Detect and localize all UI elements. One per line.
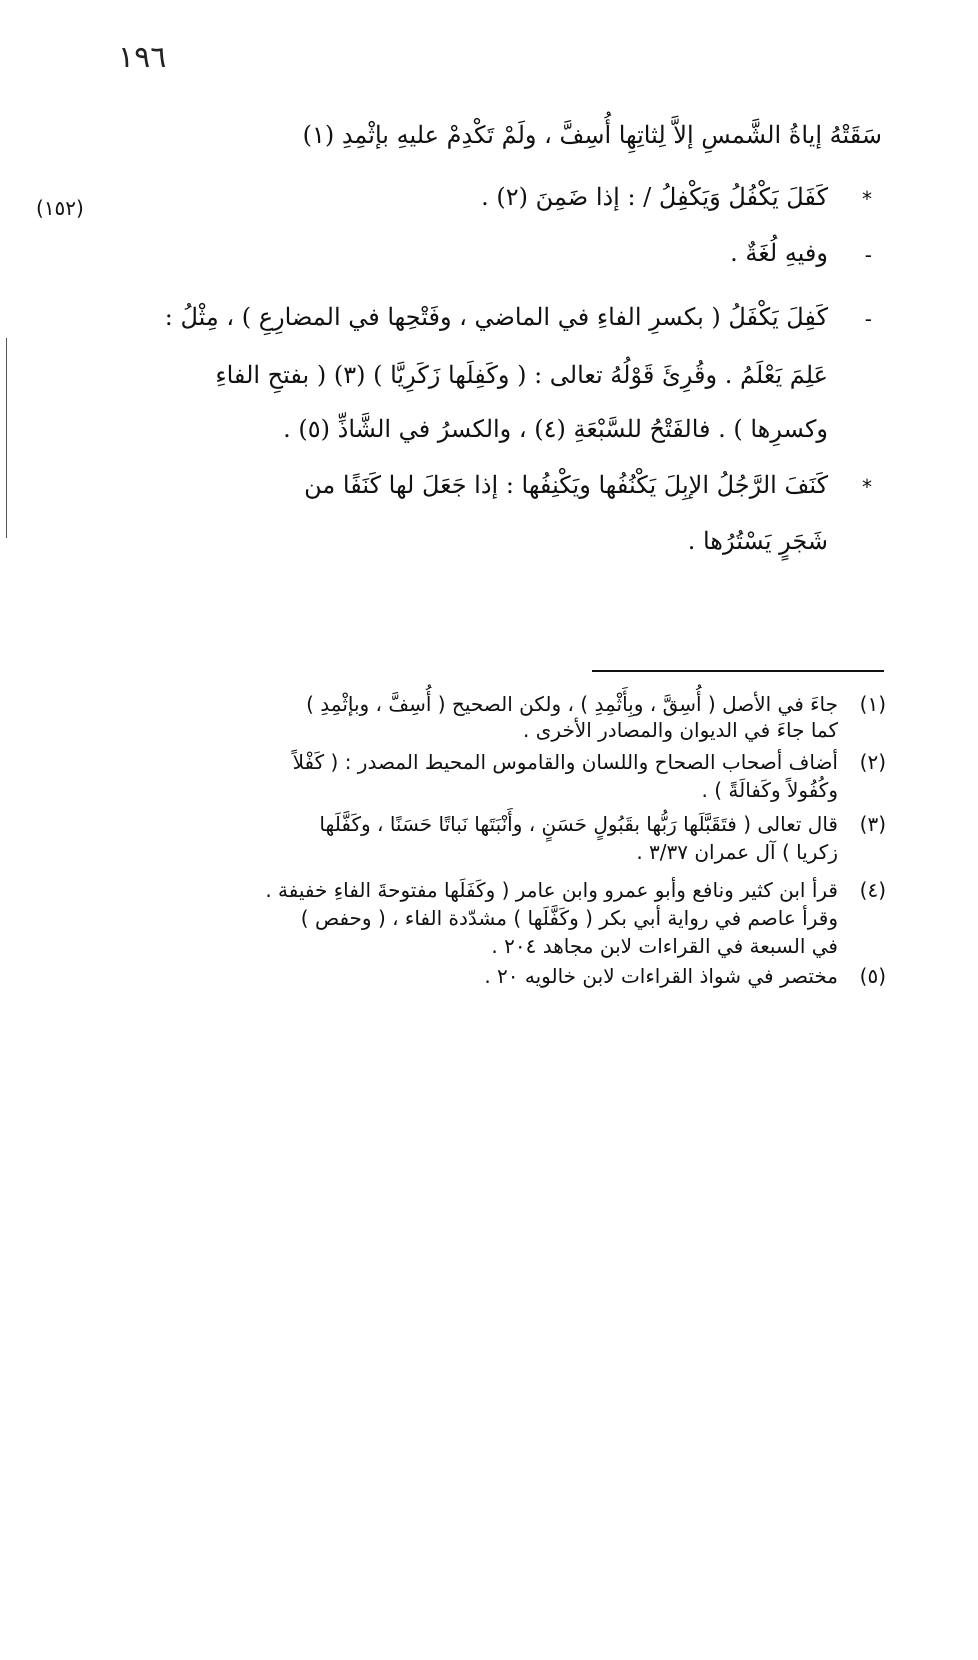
margin-mark xyxy=(6,338,7,538)
footnote-number: (٣) xyxy=(859,812,886,836)
body-line: سَقَتْهُ إياةُ الشَّمسِ إلاَّ لِثاتِهِا أُسِفَّ ، ولَمْ تَكْدِمْ عليهِ بإثْمِدِ (١) xyxy=(302,121,882,149)
footnote-text: وكُفُولاً وكَفالَةً ) . xyxy=(701,778,838,802)
body-line: كَفَلَ يَكْفُلُ وَيَكْفِلُ / : إذا ضَمِنَ (٢) . xyxy=(481,183,828,211)
body-line: كَفِلَ يَكْفَلُ ( بكسرِ الفاءِ في الماضي ، وفَتْحِها في المضارِعِ ) ، مِثْلُ : xyxy=(164,303,828,331)
body-line: وفيهِ لُغَةٌ . xyxy=(730,239,828,267)
entry-marker: * xyxy=(862,187,872,211)
entry-marker: * xyxy=(862,475,872,499)
footnote-number: (٢) xyxy=(859,750,886,774)
footnote-number: (١) xyxy=(859,692,886,716)
entry-reference: (١٥٢) xyxy=(36,196,84,220)
body-line: كَنَفَ الرَّجُلُ الإبِلَ يَكْنُفُها ويَكْنِفُها : إذا جَعَلَ لها كَنَفًا من xyxy=(304,471,828,499)
footnote-text: في السبعة في القراءات لابن مجاهد ٢٠٤ . xyxy=(491,934,838,958)
body-line: شَجَرٍ يَسْتُرُها . xyxy=(687,527,828,555)
footnote-text: زكريا ) آل عمران ٣/٣٧ . xyxy=(636,840,838,864)
page-number: ١٩٦ xyxy=(118,40,167,75)
footnote-number: (٤) xyxy=(859,878,886,902)
footnote-number: (٥) xyxy=(859,964,886,988)
entry-marker: - xyxy=(864,307,872,331)
body-line: عَلِمَ يَعْلَمُ . وقُرِئَ قَوْلُهُ تعالى : ( وكَفِلَها زَكَرِيَّا ) (٣) ( بفتحِ الفاءِ xyxy=(215,361,828,389)
footnote-text: وقرأ عاصم في رواية أبي بكر ( وكَفَّلَها ) مشدّدة الفاء ، ( وحفص ) xyxy=(300,906,838,930)
footnote-text: قال تعالى ( فتَقَبَّلَها رَبُّها بقَبُولٍ حَسَنٍ ، وأَنْبَتَها نَباتًا حَسَنًا ، وكَفَّلَها xyxy=(319,812,838,836)
footnote-text: قرأ ابن كثير ونافع وأبو عمرو وابن عامر ( وكَفَلَها مفتوحةَ الفاءِ خفيفة . xyxy=(265,878,838,902)
footnote-text: مختصر في شواذ القراءات لابن خالويه ٢٠ . xyxy=(484,964,838,988)
footnote-text: كما جاءَ في الديوان والمصادر الأخرى . xyxy=(523,718,838,742)
footnote-text: جاءَ في الأصل ( أُسِقَّ ، وبِأَثْمِدِ ) ، ولكن الصحيح ( أُسِفَّ ، وبإثْمِدِ ) xyxy=(306,692,838,716)
footnote-text: أضاف أصحاب الصحاح واللسان والقاموس المحيط المصدر : ( كَفْلاً xyxy=(292,750,838,774)
body-line: وكسرِها ) . فالفَتْحُ للسَّبْعَةِ (٤) ، والكسرُ في الشَّاذِّ (٥) . xyxy=(283,415,828,443)
footnote-separator xyxy=(592,670,884,672)
entry-marker: - xyxy=(864,243,872,267)
